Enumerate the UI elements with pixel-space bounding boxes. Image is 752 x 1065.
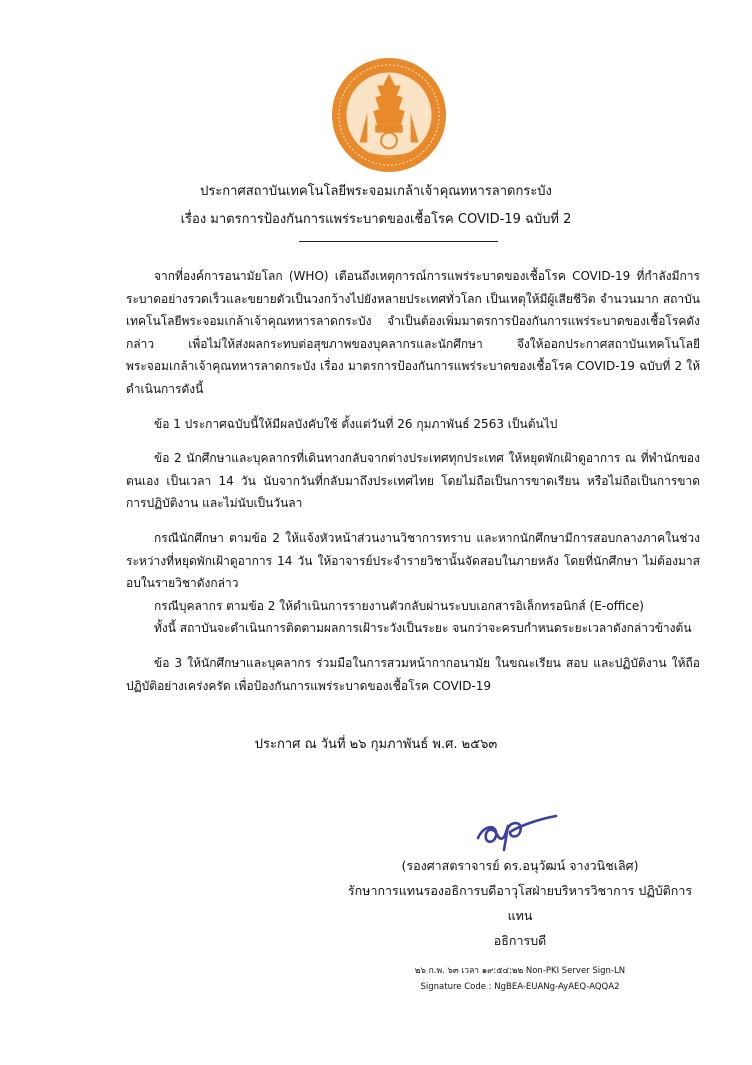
- item-2: ข้อ 2 นักศึกษาและบุคลากรที่เดินทางกลับจากต่างประเทศทุกประเทศ ให้หยุดพักเฝ้าดูอาการ ณ ที่พำนักของตนเอง เป็นเวลา 14 วัน นับจากวันที่กลับมาถึงประเทศไทย โดยไม่ถือเป็นการขาดเรียน หรือไม่ถือเป็นการขาดการปฏิบัติงาน และไม่นับเป็นวันลา: [126, 451, 700, 511]
- item-1: ข้อ 1 ประกาศฉบับนี้ให้มีผลบังคับใช้ ตั้งแต่วันที่ 26 กุมภาพันธ์ 2563 เป็นต้นไป: [154, 416, 558, 431]
- announcement-date: ประกาศ ณ วันที่ ๒๖ กุมภาพันธ์ พ.ศ. ๒๕๖๓: [254, 737, 498, 752]
- signatory-name: (รองศาสตราจารย์ ดร.อนุวัฒน์ จางวนิชเลิศ): [401, 858, 639, 873]
- item-2-students: กรณีนักศึกษา ตามข้อ 2 ให้แจ้งหัวหน้าส่วนงานวิชาการทราบ และหากนักศึกษามีการสอบกลางภาคในช่วงระหว่างที่หยุดพักเฝ้าดูอาการ 14 วัน ให้อาจารย์ประจำรายวิชานั้นจัดสอบในภายหลัง โดยที่นักศึกษา ไม่ต้องมาสอบในรายวิชาดังกล่าว: [126, 530, 700, 591]
- announcement-title: ประกาศสถาบันเทคโนโลยีพระจอมเกล้าเจ้าคุณทหารลาดกระบัง: [200, 184, 552, 199]
- signatory-block: [320, 853, 720, 953]
- intro-paragraph: จากที่องค์การอนามัยโลก (WHO) เตือนถึงเหตุการณ์การแพร่ระบาดของเชื้อโรค COVID-19 ที่กำลังมีการระบาดอย่างรวดเร็วและขยายตัวเป็นวงกว้างไปยังหลายประเทศทั่วโลก เป็นเหตุให้มีผู้เสียชีวิต จำนวนมาก สถาบันเทคโนโลยีพระจอมเกล้าเจ้าคุณทหารลาดกระบัง จำเป็นต้องเพิ่มมาตรการป้องกันการแพร่ระบาดของเชื้อโรคดังกล่าว เพื่อไม่ให้ส่งผลกระทบต่อสุขภาพของบุคลากรและนักศึกษา จึงให้ออกประกาศสถาบันเทคโนโลยีพระจอมเกล้าเจ้าคุณทหารลาดกระบัง เรื่อง มาตรการป้องกันการแพร่ระบาดของเชื้อโรค COVID-19 ฉบับที่ 2 ให้ดำเนินการดังนี้: [126, 269, 700, 396]
- announcement-subject: เรื่อง มาตรการป้องกันการแพร่ระบาดของเชื้อโรค COVID-19 ฉบับที่ 2: [180, 212, 572, 227]
- announcement-body: [126, 265, 700, 697]
- item-2-monitoring: ทั้งนี้ สถาบันจะดำเนินการติดตามผลการเฝ้าระวังเป็นระยะ จนกว่าจะครบกำหนดระยะเวลาดังกล่าวข้างต้น: [154, 621, 692, 636]
- e-sign-stamp: ๒๖ ก.พ. ๖๓ เวลา ๑๙:๕๔:๒๒ Non-PKI Server Sign-LN: [414, 966, 626, 976]
- signatory-on-behalf: แทน: [507, 908, 533, 923]
- signatory-position: รักษาการแทนรองอธิการบดีอาวุโสฝ่ายบริหารวิชาการ ปฏิบัติการ: [347, 883, 693, 898]
- signature-code: Signature Code : NgBEA-EUANg-AyAEQ-AQQA2: [420, 982, 620, 992]
- signatory-president: อธิการบดี: [493, 933, 547, 948]
- item-2-staff: กรณีบุคลากร ตามข้อ 2 ให้ดำเนินการรายงานตัวกลับผ่านระบบเอกสารอิเล็กทรอนิกส์ (E-office): [154, 598, 644, 613]
- title-divider: [299, 241, 498, 242]
- institute-seal-icon: [330, 56, 448, 174]
- item-3: ข้อ 3 ให้นักศึกษาและบุคลากร ร่วมมือในการสวมหน้ากากอนามัย ในขณะเรียน สอบ และปฏิบัติงาน ให้ถือปฏิบัติอย่างเคร่งครัด เพื่อป้องกันการแพร่ระบาดของเชื้อโรค COVID-19: [126, 655, 700, 693]
- handwritten-signature-icon: [474, 810, 558, 854]
